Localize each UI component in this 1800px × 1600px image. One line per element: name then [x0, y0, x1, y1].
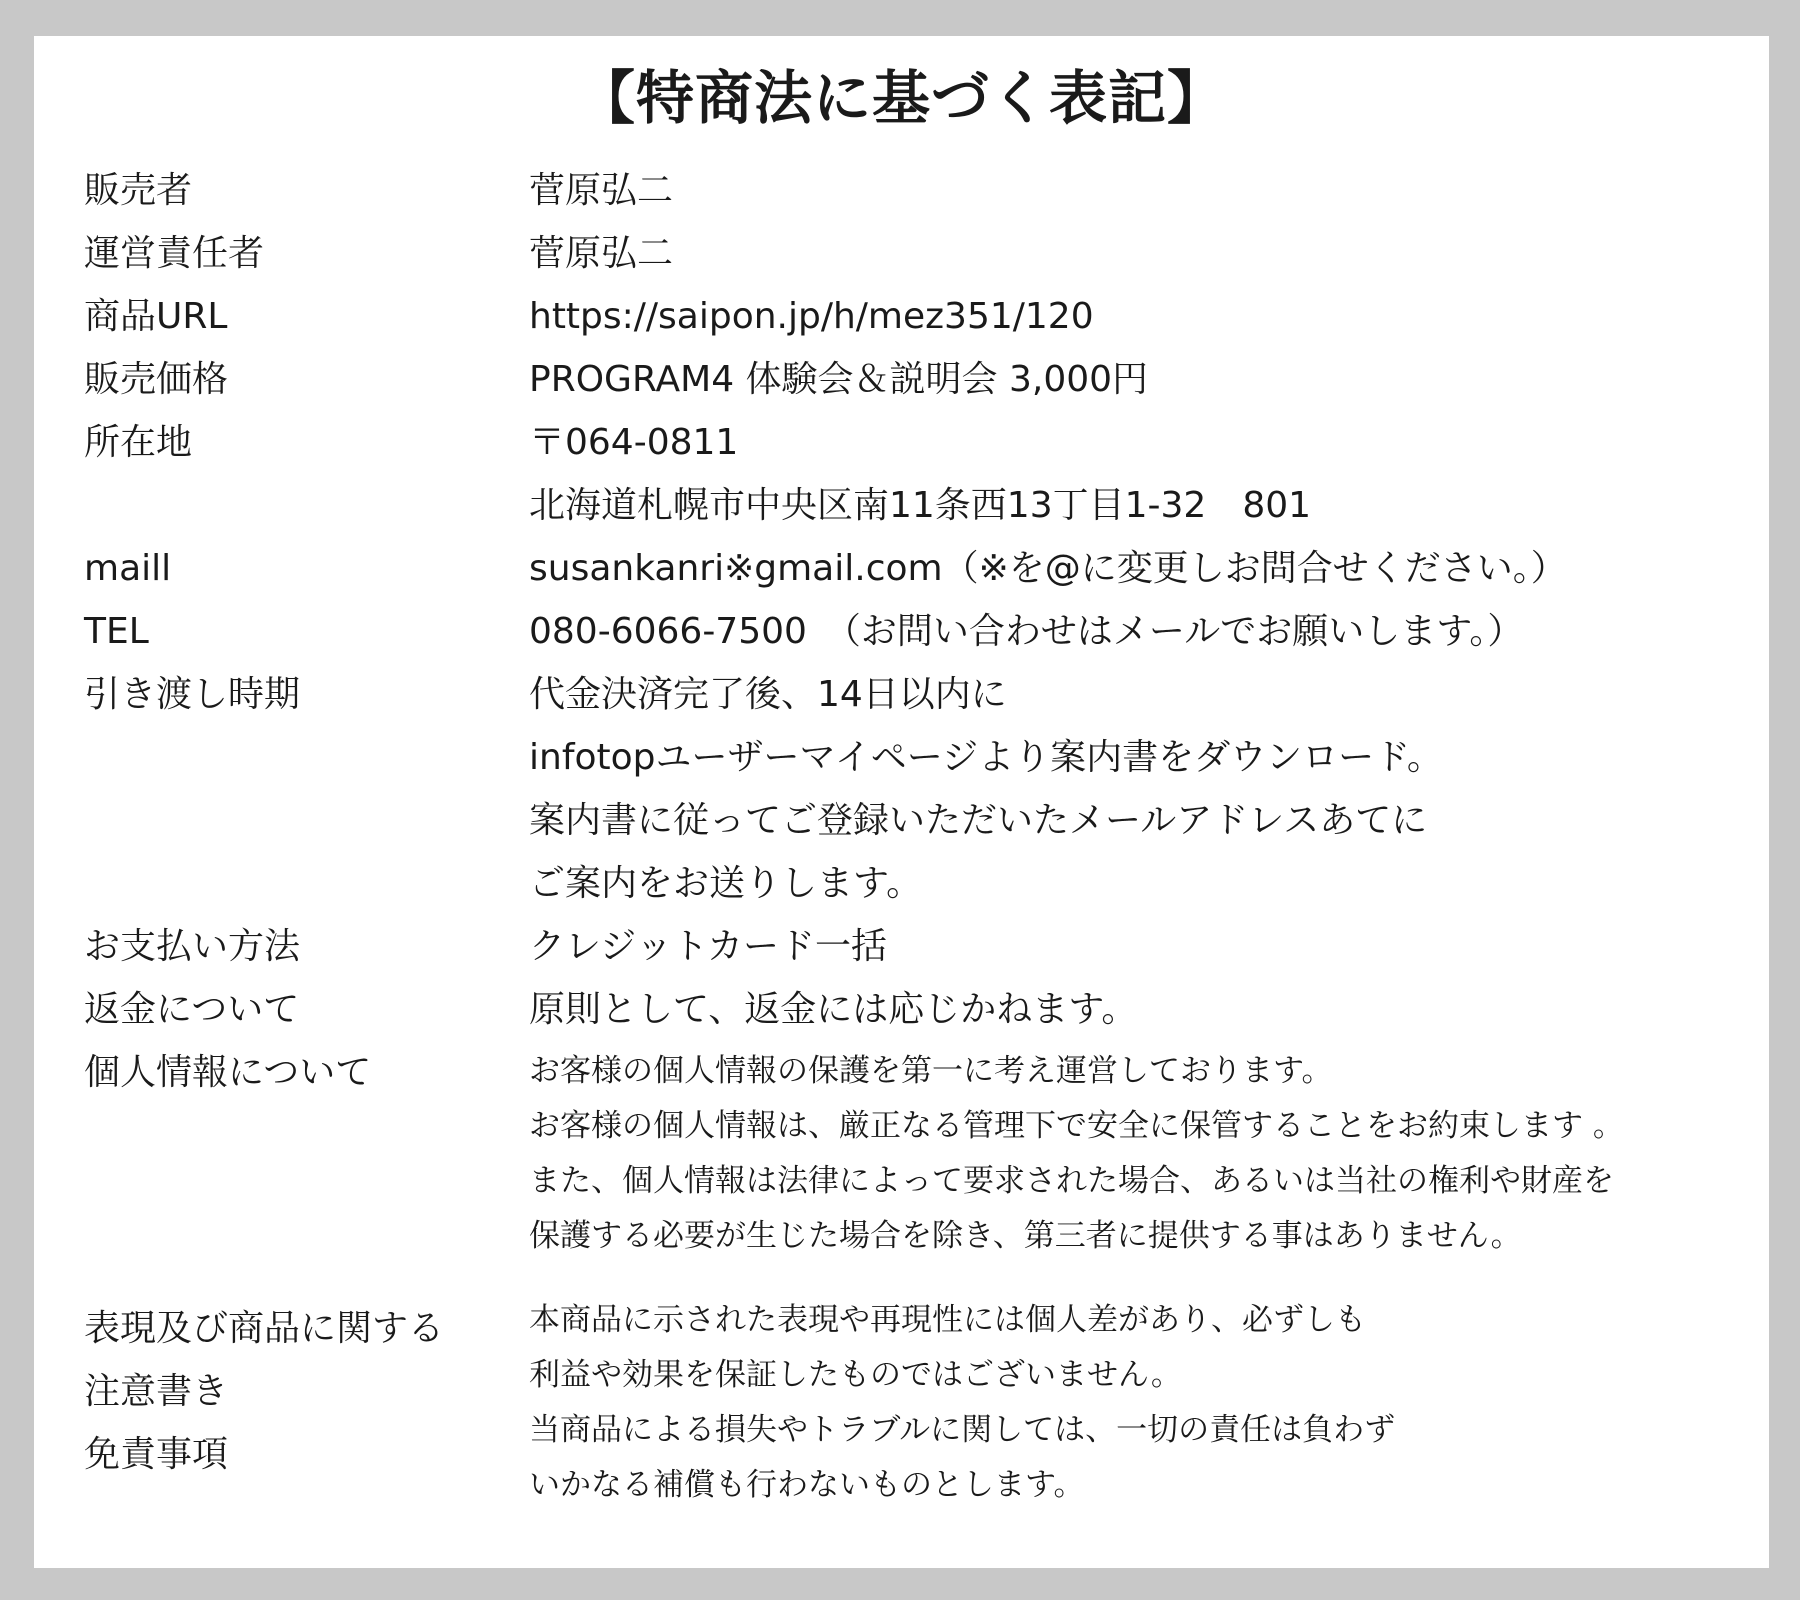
document-title: 【特商法に基づく表記】 — [576, 64, 1226, 132]
row-value-postal-code: 〒064-0811 — [529, 422, 739, 463]
document-sheet — [34, 36, 1769, 1568]
row-label-disclaimer: 免責事項 — [84, 1434, 229, 1475]
row-label-price: 販売価格 — [84, 359, 229, 400]
row-label-payment: お支払い方法 — [84, 926, 301, 967]
row-value-payment: クレジットカード一括 — [529, 926, 888, 967]
row-label-address: 所在地 — [84, 422, 193, 463]
row-value-mail: susankanri※gmail.com（※を@に変更しお問合せください。） — [529, 548, 1567, 589]
row-value-privacy-line: お客様の個人情報は、厳正なる管理下で安全に保管することをお約束します 。 — [529, 1108, 1624, 1144]
row-value-delivery-line: 案内書に従ってご登録いただいたメールアドレスあてに — [529, 800, 1428, 841]
row-label-seller: 販売者 — [84, 170, 193, 211]
row-value-price: PROGRAM4 体験会＆説明会 3,000円 — [529, 359, 1149, 400]
row-value-disclaimer-line: いかなる補償も行わないものとします。 — [529, 1467, 1085, 1503]
row-value-privacy-line: また、個人情報は法律によって要求された場合、あるいは当社の権利や財産を — [529, 1163, 1614, 1199]
row-value-product-url: https://saipon.jp/h/mez351/120 — [529, 296, 1094, 337]
row-value-delivery-line: 代金決済完了後、14日以内に — [529, 674, 1007, 715]
row-value-delivery-line: infotopユーザーマイページより案内書をダウンロード。 — [529, 737, 1443, 778]
row-value-manager: 菅原弘二 — [529, 233, 674, 274]
row-label-disclaimer: 表現及び商品に関する — [84, 1308, 445, 1349]
row-label-delivery: 引き渡し時期 — [84, 674, 301, 715]
row-label-tel: TEL — [84, 611, 149, 652]
row-value-disclaimer-line: 利益や効果を保証したものではございません。 — [529, 1357, 1182, 1393]
row-value-refund: 原則として、返金には応じかねます。 — [529, 989, 1138, 1030]
row-label-disclaimer: 注意書き — [84, 1371, 229, 1412]
row-value-delivery-line: ご案内をお送りします。 — [529, 863, 923, 904]
row-value-seller: 菅原弘二 — [529, 170, 674, 211]
row-label-mail: maill — [84, 548, 172, 589]
row-value-tel: 080-6066-7500 （お問い合わせはメールでお願いします。） — [529, 611, 1524, 652]
row-value-disclaimer-line: 当商品による損失やトラブルに関しては、一切の責任は負わず — [529, 1412, 1396, 1448]
row-label-privacy: 個人情報について — [84, 1052, 372, 1093]
row-value-disclaimer-line: 本商品に示された表現や再現性には個人差があり、必ずしも — [529, 1302, 1366, 1338]
row-label-product-url: 商品URL — [84, 296, 228, 337]
row-value-privacy-line: 保護する必要が生じた場合を除き、第三者に提供する事はありません。 — [529, 1218, 1522, 1254]
row-label-manager: 運営責任者 — [84, 233, 265, 274]
row-label-refund: 返金について — [84, 989, 300, 1030]
row-value-privacy-line: お客様の個人情報の保護を第一に考え運営しております。 — [529, 1053, 1333, 1089]
row-value-address: 北海道札幌市中央区南11条西13丁目1-32 801 — [529, 485, 1312, 526]
